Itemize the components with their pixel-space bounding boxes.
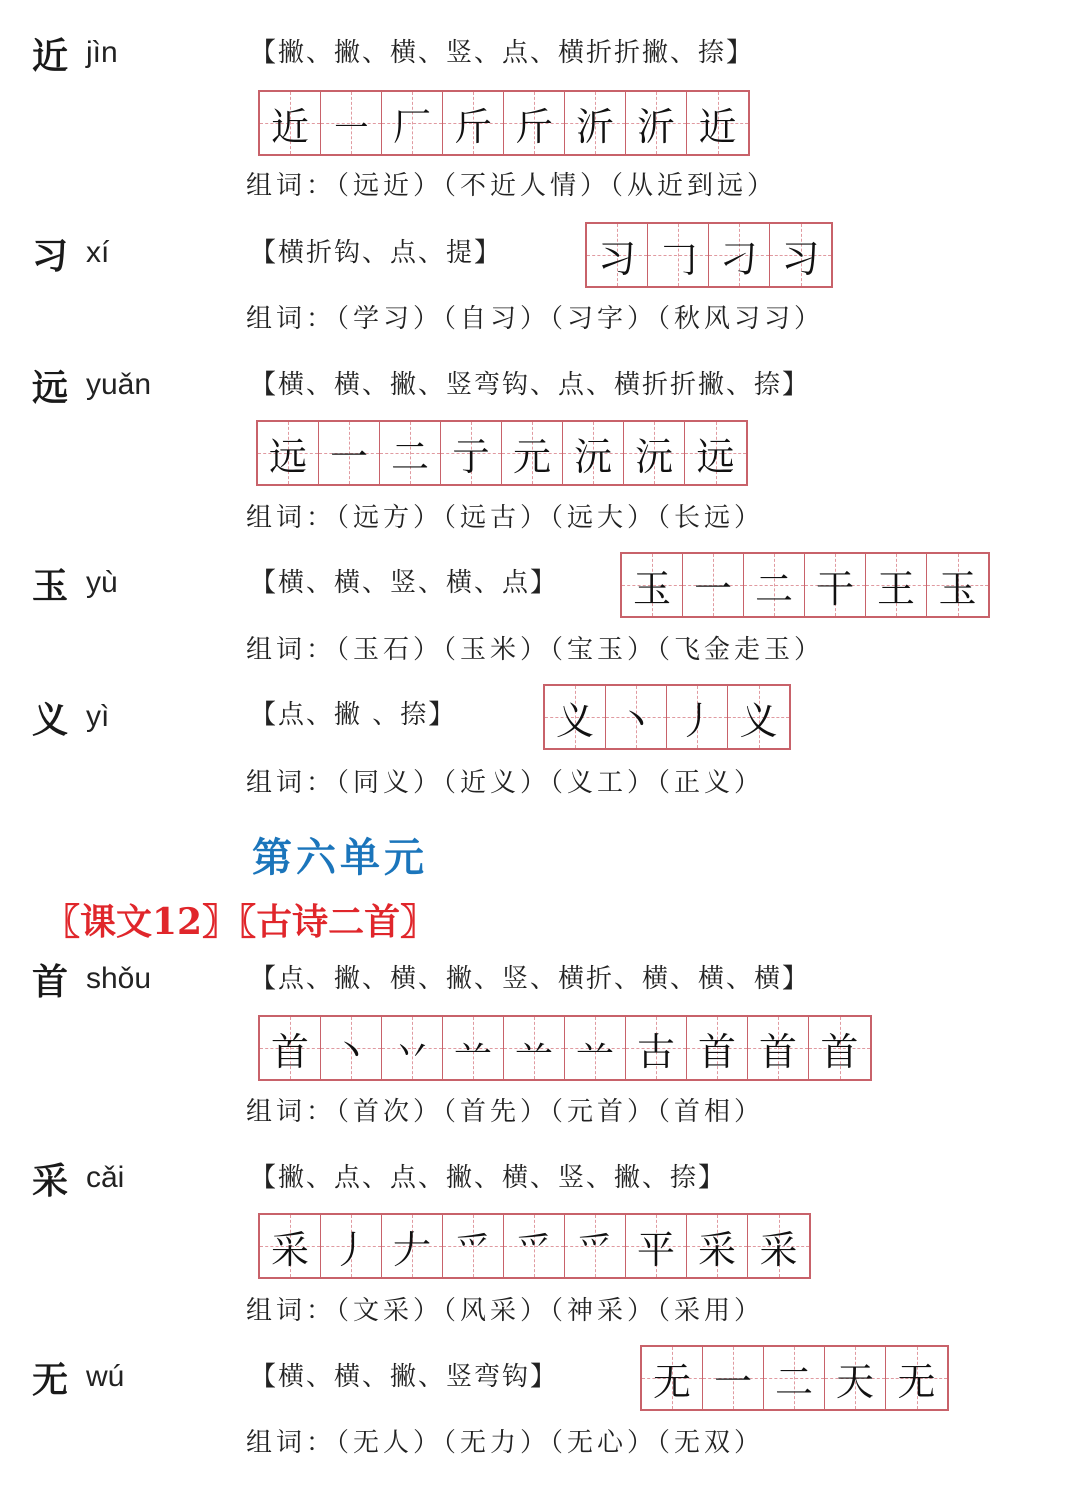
- stroke-step-cell: [685, 422, 746, 484]
- stroke-step-cell: [622, 554, 683, 616]
- stroke-step-cell: [563, 422, 624, 484]
- stroke-step-glyph: 习: [781, 236, 820, 281]
- stroke-step-glyph: 无: [652, 1359, 691, 1404]
- stroke-step-cell: [709, 224, 770, 286]
- word-examples: 组词：（远方）（远古）（远大）（长远）: [246, 503, 765, 533]
- entry-pinyin: jìn: [86, 36, 118, 69]
- stroke-step-cell: [545, 686, 606, 748]
- stroke-step-glyph: 元: [512, 434, 551, 479]
- entry-character: 采: [32, 1160, 69, 1202]
- entry-pinyin: wú: [86, 1360, 125, 1393]
- stroke-step-glyph: 二: [390, 434, 429, 479]
- stroke-step-cell: [626, 92, 687, 154]
- stroke-step-glyph: 玉: [632, 566, 671, 611]
- stroke-step-cell: [441, 422, 502, 484]
- stroke-step-glyph: 沅: [573, 434, 612, 479]
- stroke-step-cell: [626, 1017, 687, 1079]
- stroke-step-glyph: 首: [820, 1029, 859, 1074]
- stroke-step-cell: [728, 686, 789, 748]
- stroke-step-cell: [319, 422, 380, 484]
- stroke-step-cell: [321, 1017, 382, 1079]
- stroke-step-glyph: 刁: [719, 236, 758, 281]
- stroke-step-cell: [382, 1215, 443, 1277]
- stroke-step-cell: [748, 1215, 809, 1277]
- stroke-step-glyph: 䒑: [453, 1029, 492, 1074]
- entry-pinyin: xí: [86, 236, 110, 269]
- stroke-step-glyph: 爫: [575, 1227, 614, 1272]
- stroke-step-cell: [443, 1017, 504, 1079]
- entry-character: 义: [32, 699, 69, 741]
- stroke-step-glyph: 采: [270, 1227, 309, 1272]
- stroke-step-glyph: 首: [758, 1029, 797, 1074]
- stroke-step-glyph: 斤: [514, 104, 553, 149]
- stroke-step-cell: [443, 1215, 504, 1277]
- stroke-step-cell: [687, 1017, 748, 1079]
- stroke-step-cell: [744, 554, 805, 616]
- stroke-step-cell: [809, 1017, 870, 1079]
- stroke-grid: [258, 1213, 811, 1279]
- stroke-step-cell: [805, 554, 866, 616]
- stroke-step-cell: [648, 224, 709, 286]
- stroke-step-glyph: 习: [597, 236, 636, 281]
- stroke-step-glyph: 采: [759, 1227, 798, 1272]
- stroke-step-glyph: 远: [268, 434, 307, 479]
- stroke-step-cell: [260, 1017, 321, 1079]
- stroke-step-cell: [683, 554, 744, 616]
- stroke-step-glyph: 爫: [514, 1227, 553, 1272]
- stroke-step-cell: [321, 1215, 382, 1277]
- word-examples: 组词：（文采）（风采）（神采）（采用）: [246, 1296, 765, 1326]
- stroke-step-cell: [380, 422, 441, 484]
- entry-character: 近: [32, 35, 69, 77]
- stroke-step-glyph: ㇐: [331, 104, 370, 149]
- stroke-step-cell: [825, 1347, 886, 1409]
- lesson-title: 〖课文12〗〖古诗二首〗: [44, 901, 437, 943]
- entry-pinyin: yì: [86, 700, 110, 733]
- stroke-order-text: 【横、横、撇、竖弯钩、点、横折折撇、捺】: [250, 370, 811, 400]
- stroke-step-glyph: 一: [693, 566, 732, 611]
- stroke-step-glyph: 远: [696, 434, 735, 479]
- stroke-step-glyph: 采: [697, 1227, 736, 1272]
- stroke-step-cell: [443, 92, 504, 154]
- stroke-step-cell: [565, 1017, 626, 1079]
- stroke-step-cell: [770, 224, 831, 286]
- stroke-grid: [258, 1015, 872, 1081]
- stroke-step-cell: [587, 224, 648, 286]
- stroke-grid: [256, 420, 748, 486]
- stroke-step-cell: [382, 92, 443, 154]
- stroke-step-glyph: 𠃌: [658, 236, 697, 281]
- stroke-step-glyph: 玉: [938, 566, 977, 611]
- stroke-step-cell: [565, 1215, 626, 1277]
- stroke-grid: [543, 684, 791, 750]
- entry-pinyin: cǎi: [86, 1161, 125, 1194]
- stroke-step-glyph: 义: [739, 698, 778, 743]
- stroke-step-glyph: 古: [636, 1029, 675, 1074]
- stroke-step-glyph: 二: [754, 566, 793, 611]
- stroke-step-cell: [748, 1017, 809, 1079]
- stroke-step-glyph: 沅: [634, 434, 673, 479]
- stroke-grid: [258, 90, 750, 156]
- stroke-step-cell: [626, 1215, 687, 1277]
- stroke-step-glyph: 无: [897, 1359, 936, 1404]
- stroke-step-glyph: 爫: [453, 1227, 492, 1272]
- stroke-step-glyph: 丿: [677, 698, 716, 743]
- stroke-step-glyph: 沂: [636, 104, 675, 149]
- stroke-step-glyph: 丿: [331, 1227, 370, 1272]
- stroke-step-glyph: 平: [636, 1227, 675, 1272]
- entry-pinyin: yuǎn: [86, 368, 152, 401]
- entry-pinyin: shǒu: [86, 962, 152, 995]
- entry-character: 首: [32, 961, 69, 1003]
- stroke-step-glyph: 斤: [453, 104, 492, 149]
- stroke-step-glyph: 近: [270, 104, 309, 149]
- stroke-step-cell: [606, 686, 667, 748]
- stroke-step-glyph: 丶: [616, 698, 655, 743]
- stroke-step-cell: [886, 1347, 947, 1409]
- stroke-step-cell: [504, 92, 565, 154]
- stroke-step-cell: [565, 92, 626, 154]
- stroke-step-glyph: 𠂇: [392, 1227, 431, 1272]
- stroke-step-glyph: 丶: [331, 1029, 370, 1074]
- stroke-step-glyph: 䒑: [514, 1029, 553, 1074]
- word-examples: 组词：（首次）（首先）（元首）（首相）: [246, 1097, 765, 1127]
- stroke-step-glyph: 近: [698, 104, 737, 149]
- stroke-step-cell: [624, 422, 685, 484]
- stroke-step-cell: [642, 1347, 703, 1409]
- stroke-step-cell: [866, 554, 927, 616]
- entry-character: 无: [32, 1359, 69, 1401]
- stroke-grid: [640, 1345, 949, 1411]
- unit-title: 第六单元: [252, 834, 428, 881]
- word-examples: 组词：（同义）（近义）（义工）（正义）: [246, 768, 765, 798]
- stroke-grid: [585, 222, 833, 288]
- stroke-step-cell: [667, 686, 728, 748]
- stroke-step-glyph: 干: [815, 566, 854, 611]
- word-examples: 组词：（玉石）（玉米）（宝玉）（飞金走玉）: [246, 635, 825, 665]
- stroke-step-cell: [504, 1215, 565, 1277]
- entry-character: 玉: [32, 565, 69, 607]
- stroke-step-glyph: 丷: [392, 1029, 431, 1074]
- stroke-step-cell: [687, 1215, 748, 1277]
- stroke-step-cell: [687, 92, 748, 154]
- stroke-order-text: 【撇、撇、横、竖、点、横折折撇、捺】: [250, 38, 755, 68]
- word-examples: 组词：（远近）（不近人情）（从近到远）: [246, 171, 778, 201]
- stroke-step-glyph: 天: [835, 1359, 874, 1404]
- stroke-step-cell: [258, 422, 319, 484]
- stroke-step-glyph: 厂: [392, 104, 431, 149]
- stroke-step-glyph: 义: [555, 698, 594, 743]
- stroke-step-glyph: 二: [774, 1359, 813, 1404]
- stroke-order-text: 【点、撇、横、撇、竖、横折、横、横、横】: [250, 964, 811, 994]
- stroke-step-cell: [703, 1347, 764, 1409]
- stroke-step-glyph: 王: [876, 566, 915, 611]
- word-examples: 组词：（学习）（自习）（习字）（秋风习习）: [246, 304, 825, 334]
- stroke-step-cell: [260, 1215, 321, 1277]
- entry-pinyin: yù: [86, 566, 118, 599]
- entry-character: 习: [32, 235, 69, 277]
- stroke-step-glyph: 䒑: [575, 1029, 614, 1074]
- stroke-grid: [620, 552, 990, 618]
- stroke-step-cell: [382, 1017, 443, 1079]
- word-examples: 组词：（无人）（无力）（无心）（无双）: [246, 1428, 765, 1458]
- stroke-step-glyph: 一: [713, 1359, 752, 1404]
- stroke-step-glyph: 首: [697, 1029, 736, 1074]
- stroke-step-glyph: 沂: [575, 104, 614, 149]
- stroke-order-text: 【撇、点、点、撇、横、竖、撇、捺】: [250, 1163, 727, 1193]
- stroke-order-text: 【点、撇 、捺】: [250, 700, 457, 730]
- entry-character: 远: [32, 367, 69, 409]
- stroke-step-glyph: 首: [270, 1029, 309, 1074]
- stroke-order-text: 【横、横、竖、横、点】: [250, 568, 559, 598]
- stroke-order-text: 【横、横、撇、竖弯钩】: [250, 1362, 559, 1392]
- stroke-order-text: 【横折钩、点、提】: [250, 238, 503, 268]
- stroke-step-cell: [260, 92, 321, 154]
- stroke-step-cell: [502, 422, 563, 484]
- stroke-step-cell: [321, 92, 382, 154]
- stroke-step-cell: [504, 1017, 565, 1079]
- stroke-step-glyph: 一: [329, 434, 368, 479]
- stroke-step-cell: [764, 1347, 825, 1409]
- stroke-step-cell: [927, 554, 988, 616]
- stroke-step-glyph: 亍: [451, 434, 490, 479]
